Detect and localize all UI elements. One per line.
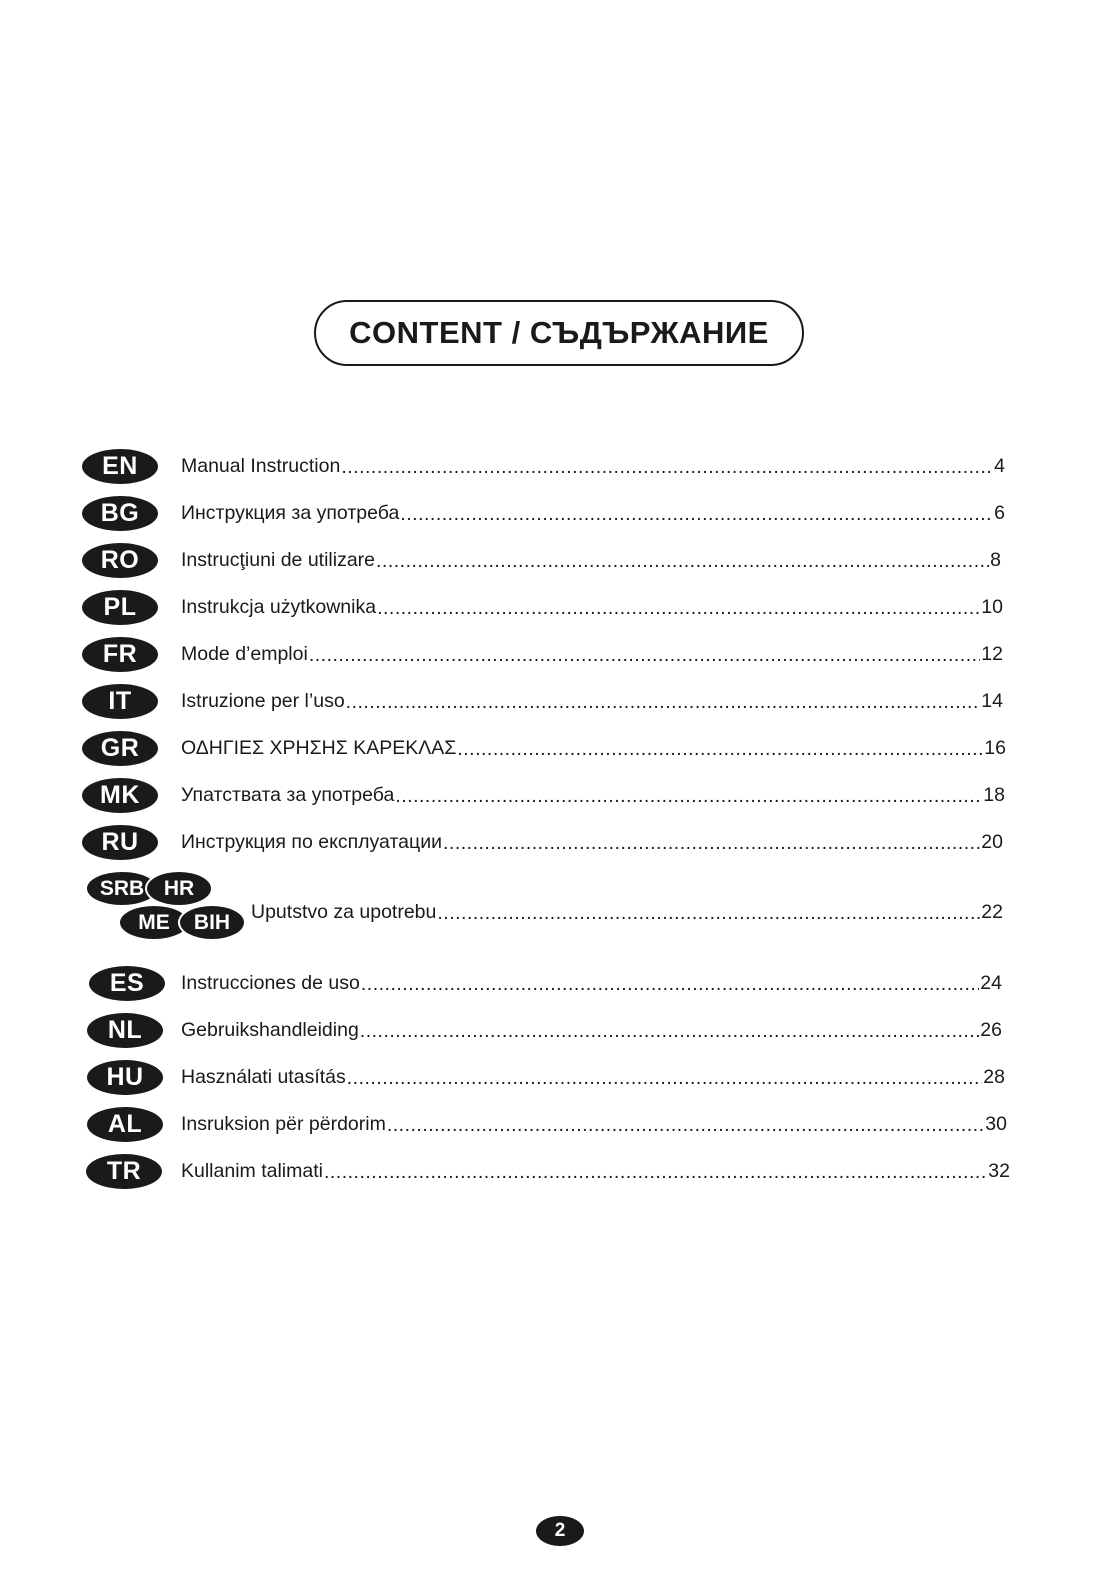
- dot-leader: [361, 973, 979, 996]
- language-badge: FR: [82, 637, 158, 672]
- toc-entry-label: Instrucciones de uso: [181, 971, 360, 994]
- toc-entry-label: Instrukcja użytkownika: [181, 595, 377, 618]
- language-badge-srb: SRB: [85, 870, 159, 907]
- toc-entry-page: 24: [980, 971, 1002, 994]
- dot-leader: [457, 738, 983, 761]
- dot-leader: [324, 1161, 987, 1184]
- toc-entry-label: Инструкция за употреба: [181, 501, 400, 524]
- language-badge: NL: [87, 1013, 163, 1048]
- toc-entry-page: 28: [983, 1065, 1005, 1088]
- language-badge-bih: BIH: [178, 904, 246, 941]
- dot-leader: [360, 1020, 980, 1043]
- toc-entry-label: Инструкция по експлуатации: [181, 830, 442, 853]
- toc-entry-page: 4: [994, 454, 1005, 477]
- toc-entry-page: 12: [981, 642, 1003, 665]
- toc-entry-es[interactable]: [0, 963, 1119, 1003]
- toc-entry-page: 32: [988, 1159, 1010, 1182]
- dot-leader: [346, 691, 981, 714]
- dot-leader: [376, 550, 989, 573]
- dot-leader: [309, 644, 980, 667]
- toc-entry-hu[interactable]: [0, 1057, 1119, 1097]
- toc-entry-text: [181, 963, 1002, 1003]
- language-badge: ES: [89, 966, 165, 1001]
- toc-entry-page: 26: [980, 1018, 1002, 1041]
- toc-entry-label: ΟΔΗΓΙΕΣ ΧΡΗΣΗΣ ΚΑΡΕΚΛΑΣ: [181, 736, 457, 759]
- toc-entry-text: [181, 1151, 1010, 1191]
- toc-entry-label: Instrucţiuni de utilizare: [181, 548, 376, 571]
- toc-entry-label: Használati utasítás: [181, 1065, 346, 1088]
- toc-entry-pl[interactable]: [0, 587, 1119, 627]
- language-badge-me: ME: [118, 904, 190, 941]
- toc-entry-page: 30: [985, 1112, 1007, 1135]
- dot-leader: [400, 503, 993, 526]
- toc-entry-text: [181, 775, 1005, 815]
- toc-entry-text: [251, 892, 1003, 932]
- language-badge: IT: [82, 684, 158, 719]
- toc-entry-label: Mode d’emploi: [181, 642, 308, 665]
- toc-entry-page: 16: [984, 736, 1006, 759]
- toc-entry-text: [181, 493, 1005, 533]
- toc-entry-mk[interactable]: [0, 775, 1119, 815]
- toc-entry-text: [181, 1010, 1002, 1050]
- language-badge: GR: [82, 731, 158, 766]
- toc-entry-label: Manual Instruction: [181, 454, 341, 477]
- language-badge-hr: HR: [145, 870, 213, 907]
- toc-entry-text: [181, 1057, 1005, 1097]
- toc-entry-en[interactable]: [0, 446, 1119, 486]
- dot-leader: [377, 597, 980, 620]
- toc-entry-ro[interactable]: [0, 540, 1119, 580]
- language-badge: HU: [87, 1060, 163, 1095]
- toc-entry-label: Gebruikshandleiding: [181, 1018, 359, 1041]
- language-badge: RU: [82, 825, 158, 860]
- toc-entry-gr[interactable]: [0, 728, 1119, 768]
- toc-entry-page: 14: [981, 689, 1003, 712]
- toc-entry-it[interactable]: [0, 681, 1119, 721]
- toc-entry-page: 6: [994, 501, 1005, 524]
- language-badge: TR: [86, 1154, 162, 1189]
- toc-entry-nl[interactable]: [0, 1010, 1119, 1050]
- toc-entry-al[interactable]: [0, 1104, 1119, 1144]
- toc-entry-text: [181, 681, 1003, 721]
- dot-leader: [387, 1114, 984, 1137]
- dot-leader: [443, 832, 980, 855]
- toc-entry-text: [181, 634, 1003, 674]
- language-badge: BG: [82, 496, 158, 531]
- toc-entry-label: Uputstvo za upotrebu: [251, 900, 437, 923]
- toc-entry-fr[interactable]: [0, 634, 1119, 674]
- toc-entry-text: [181, 587, 1003, 627]
- toc-entry-tr[interactable]: [0, 1151, 1119, 1191]
- language-badge: EN: [82, 449, 158, 484]
- contents-title: CONTENT / СЪДЪРЖАНИЕ: [314, 300, 804, 366]
- toc-entry-bg[interactable]: [0, 493, 1119, 533]
- page-number-badge: 2: [536, 1516, 584, 1546]
- toc-entry-text: [181, 1104, 1007, 1144]
- dot-leader: [347, 1067, 983, 1090]
- language-badge: PL: [82, 590, 158, 625]
- toc-entry-text: [181, 446, 1005, 486]
- language-badge: MK: [82, 778, 158, 813]
- toc-entry-page: 10: [981, 595, 1003, 618]
- toc-entry-label: Istruzione per l’uso: [181, 689, 345, 712]
- toc-entry-text: [181, 728, 1006, 768]
- toc-entry-text: [181, 822, 1003, 862]
- dot-leader: [437, 902, 980, 925]
- toc-entry-label: Упатствата за употреба: [181, 783, 395, 806]
- toc-entry-srb-hr-me-bih[interactable]: [0, 868, 1119, 948]
- toc-entry-page: 20: [981, 830, 1003, 853]
- toc-entry-ru[interactable]: [0, 822, 1119, 862]
- dot-leader: [395, 785, 982, 808]
- dot-leader: [341, 456, 993, 479]
- toc-entry-text: [181, 540, 1001, 580]
- toc-entry-page: 18: [983, 783, 1005, 806]
- toc-entry-label: Insruksion për përdorim: [181, 1112, 386, 1135]
- language-badge: AL: [87, 1107, 163, 1142]
- toc-entry-page: 8: [990, 548, 1001, 571]
- toc-entry-page: 22: [981, 900, 1003, 923]
- language-badge: RO: [82, 543, 158, 578]
- toc-entry-label: Kullanim talimati: [181, 1159, 323, 1182]
